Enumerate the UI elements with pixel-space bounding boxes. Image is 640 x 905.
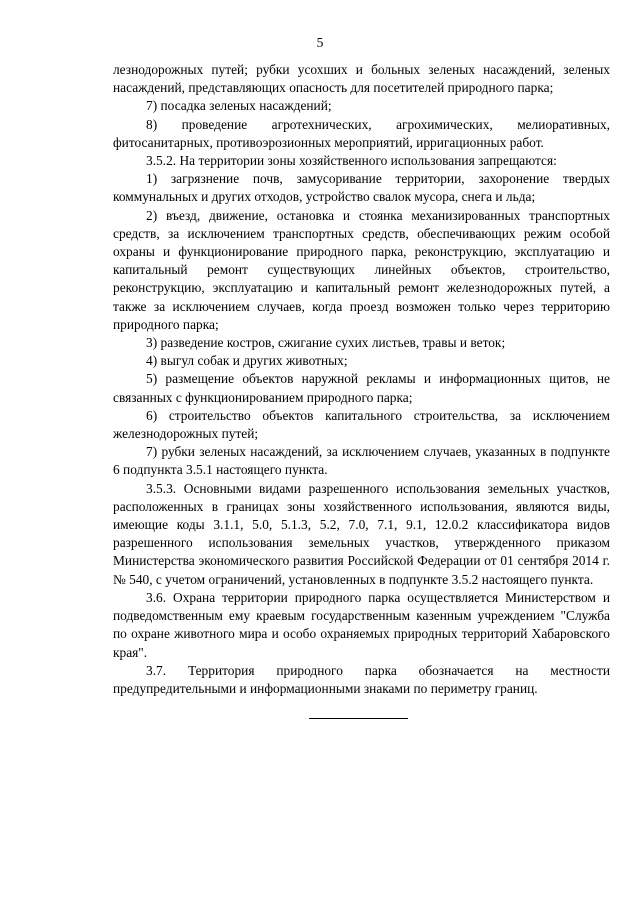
paragraph-3-5-3: 3.5.3. Основными видами разрешенного использования земельных участков, расположенных в границах зоны хозяйственного использования, являются виды, имеющие коды 3.1.1, 5.0, 5.1.3, 5.2, 7.0, 7.1, 9.1, 12.0.2 классификатора видов разрешенного использования земельных участков, утвержденного приказом Министерства экономического развития Российской Федерации от 01 сентября 2014 г. № 540, с учетом ограничений, установленных в подпункте 3.5.2 настоящего пункта. [113, 480, 610, 587]
paragraph-prohibition-4: 4) выгул собак и других животных; [146, 353, 348, 369]
paragraph-3-7: 3.7. Территория природного парка обозначается на местности предупредительными и информационными знаками по периметру границ. [113, 662, 610, 696]
end-divider-line [309, 718, 408, 719]
document-body [113, 61, 610, 698]
paragraph-prohibition-2: 2) въезд, движение, остановка и стоянка механизированных транспортных средств, за исключением транспортных средств, обеспечивающих режим особой охраны и функционирование природного парка, реконструкцию, эксплуатацию и капитальный ремонт существующих линейных объектов, строительство, реконструкцию, эксплуатацию и капитальный ремонт железнодорожных путей, а также за исключением случаев, когда проезд возможен только через территорию природного парка; [113, 207, 610, 332]
paragraph-3-6: 3.6. Охрана территории природного парка осуществляется Министерством и подведомственным ему краевым государственным казенным учреждением "Служба по охране животного мира и особо охраняемых природных территорий Хабаровского края". [113, 589, 610, 660]
paragraph-prohibition-3: 3) разведение костров, сжигание сухих листьев, травы и веток; [146, 335, 506, 351]
paragraph-prohibition-5: 5) размещение объектов наружной рекламы и информационных щитов, не связанных с функционированием природного парка; [113, 371, 610, 405]
paragraph-prohibition-1: 1) загрязнение почв, замусоривание территории, захоронение твердых коммунальных и других отходов, устройство свалок мусора, снега и льда; [113, 171, 610, 205]
page-number: 5 [316, 35, 324, 50]
paragraph-item-8-agrotechnical: 8) проведение агротехнических, агрохимических, мелиоративных, фитосанитарных, противоэрозионных мероприятий, ирригационных работ. [113, 116, 610, 150]
paragraph-continuation: лезнодорожных путей; рубки усохших и больных зеленых насаждений, зеленых насаждений, представляющих опасность для посетителей природного парка; [113, 62, 610, 96]
paragraph-item-7-planting: 7) посадка зеленых насаждений; [146, 98, 332, 114]
paragraph-prohibition-6: 6) строительство объектов капитального строительства, за исключением железнодорожных путей; [113, 407, 610, 442]
paragraph-3-5-2-heading: 3.5.2. На территории зоны хозяйственного использования запрещаются: [146, 153, 557, 169]
paragraph-prohibition-7: 7) рубки зеленых насаждений, за исключением случаев, указанных в подпункте 6 подпункта 3.5.1 настоящего пункта. [113, 444, 610, 478]
